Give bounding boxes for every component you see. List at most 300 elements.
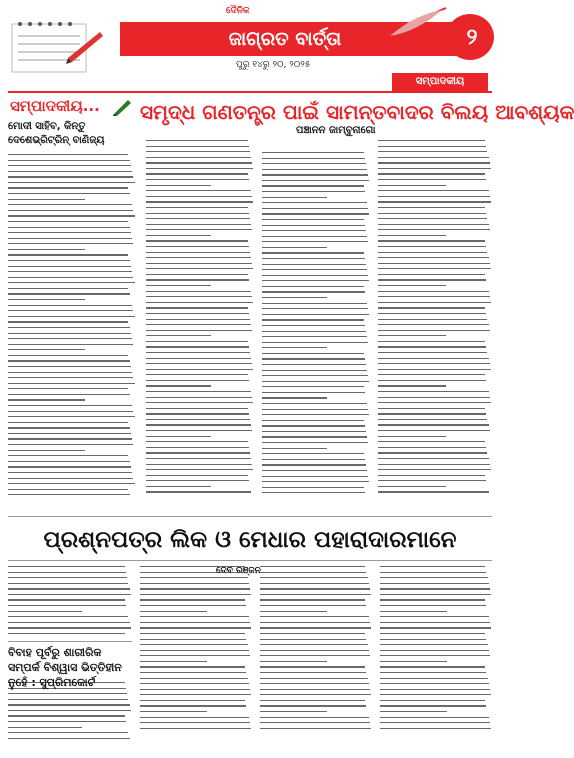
text-line xyxy=(262,163,366,164)
text-line xyxy=(8,165,131,166)
text-line xyxy=(140,728,251,729)
text-line xyxy=(140,616,249,617)
text-line xyxy=(262,174,368,175)
text-line xyxy=(260,611,327,612)
text-line xyxy=(262,342,368,343)
text-line xyxy=(140,678,248,679)
text-line xyxy=(260,655,370,656)
text-line xyxy=(262,481,369,482)
text-line xyxy=(146,296,252,297)
text-line xyxy=(380,678,488,679)
text-line xyxy=(146,146,249,147)
text-line xyxy=(146,279,249,280)
text-line xyxy=(380,728,491,729)
text-line xyxy=(378,291,489,292)
text-line xyxy=(380,605,486,606)
text-line xyxy=(262,180,369,181)
text-line xyxy=(262,264,366,265)
text-line xyxy=(8,438,132,439)
text-line xyxy=(8,483,135,484)
text-line xyxy=(140,633,245,634)
text-line xyxy=(262,487,364,488)
text-line xyxy=(262,431,366,432)
text-line xyxy=(378,330,490,331)
text-line xyxy=(262,386,364,387)
text-line xyxy=(262,420,364,421)
text-line xyxy=(262,375,368,376)
text-line xyxy=(378,464,490,465)
text-line xyxy=(8,611,82,612)
text-line xyxy=(260,717,369,718)
text-line xyxy=(380,683,489,684)
text-line xyxy=(8,187,128,188)
masthead xyxy=(0,0,500,96)
text-line xyxy=(262,152,364,153)
text-line xyxy=(146,480,249,481)
text-line xyxy=(8,232,131,233)
text-line xyxy=(260,627,371,628)
text-line xyxy=(8,588,130,589)
text-line xyxy=(378,391,489,392)
text-line xyxy=(8,566,125,567)
text-line xyxy=(378,358,489,359)
text-line xyxy=(378,441,485,442)
text-line xyxy=(146,469,253,470)
text-line xyxy=(380,599,485,600)
text-line xyxy=(380,705,486,706)
text-line xyxy=(378,285,446,286)
text-line xyxy=(146,313,249,314)
text-line xyxy=(146,252,250,253)
text-line xyxy=(262,314,369,315)
text-line xyxy=(262,241,368,242)
text-line xyxy=(262,303,367,304)
text-line xyxy=(378,240,485,241)
text-line xyxy=(8,433,131,434)
text-line xyxy=(8,254,128,255)
text-line xyxy=(8,699,128,700)
text-line xyxy=(378,452,487,453)
text-line xyxy=(262,219,364,220)
text-line xyxy=(378,475,485,476)
text-line xyxy=(8,710,131,711)
text-line xyxy=(378,380,486,381)
text-line xyxy=(262,291,365,292)
text-line xyxy=(140,722,250,723)
masthead-title: ଜାଗ୍ରତ ବାର୍ତ୍ତା xyxy=(228,28,342,50)
text-column xyxy=(146,140,254,512)
text-line xyxy=(8,360,130,361)
text-line xyxy=(146,363,252,364)
text-line xyxy=(262,258,365,259)
text-line xyxy=(378,341,485,342)
text-line xyxy=(8,472,132,473)
text-line xyxy=(146,402,253,403)
text-line xyxy=(146,397,252,398)
text-line xyxy=(8,199,85,200)
text-line xyxy=(8,394,130,395)
text-line xyxy=(140,588,250,589)
text-line xyxy=(380,650,489,651)
text-line xyxy=(378,274,485,275)
text-line xyxy=(140,605,246,606)
text-line xyxy=(260,639,366,640)
text-line xyxy=(260,583,369,584)
text-column xyxy=(140,566,252,746)
text-line xyxy=(140,705,246,706)
text-line xyxy=(8,478,133,479)
text-line xyxy=(8,416,135,417)
section-divider xyxy=(8,560,492,561)
text-line xyxy=(378,140,485,141)
text-line xyxy=(8,605,126,606)
text-line xyxy=(262,470,367,471)
text-line xyxy=(378,335,446,336)
text-line xyxy=(378,229,490,230)
text-line xyxy=(8,738,130,739)
text-line xyxy=(8,321,128,322)
text-line xyxy=(8,176,133,177)
text-line xyxy=(146,196,252,197)
text-line xyxy=(8,355,128,356)
text-line xyxy=(380,666,485,667)
text-line xyxy=(378,246,486,247)
text-line xyxy=(378,162,490,163)
text-line xyxy=(8,305,132,306)
text-line xyxy=(8,583,128,584)
article-divider xyxy=(8,641,132,642)
text-line xyxy=(146,491,251,492)
text-line xyxy=(378,385,446,386)
text-line xyxy=(146,464,252,465)
text-line xyxy=(146,246,249,247)
text-line xyxy=(146,419,250,420)
text-line xyxy=(378,235,446,236)
text-line xyxy=(146,302,253,303)
text-line xyxy=(262,464,366,465)
text-line xyxy=(380,577,488,578)
text-line xyxy=(146,358,251,359)
text-line xyxy=(262,453,364,454)
text-line xyxy=(8,411,133,412)
text-line xyxy=(140,672,246,673)
text-line xyxy=(140,717,249,718)
text-line xyxy=(262,358,365,359)
text-line xyxy=(262,448,327,449)
text-line xyxy=(260,566,365,567)
text-line xyxy=(146,257,251,258)
text-line xyxy=(8,427,130,428)
text-line xyxy=(8,266,131,267)
text-line xyxy=(378,363,490,364)
text-line xyxy=(8,377,133,378)
text-line xyxy=(262,185,364,186)
text-line xyxy=(262,347,327,348)
text-line xyxy=(260,650,369,651)
text-line xyxy=(380,594,491,595)
text-line xyxy=(8,310,133,311)
text-line xyxy=(378,313,486,314)
text-line xyxy=(260,605,366,606)
text-line xyxy=(8,243,133,244)
text-column xyxy=(8,682,132,746)
text-line xyxy=(146,352,250,353)
text-line xyxy=(378,319,487,320)
text-line xyxy=(140,666,245,667)
text-line xyxy=(260,622,370,623)
text-line xyxy=(146,319,250,320)
text-line xyxy=(8,316,135,317)
text-line xyxy=(378,201,491,202)
text-line xyxy=(260,599,365,600)
text-column xyxy=(260,566,372,746)
text-line xyxy=(378,374,485,375)
text-line xyxy=(262,202,367,203)
text-line xyxy=(378,252,487,253)
text-line xyxy=(146,235,211,236)
text-line xyxy=(140,655,250,656)
text-line xyxy=(262,425,365,426)
text-line xyxy=(8,633,125,634)
text-line xyxy=(378,402,491,403)
text-line xyxy=(378,369,491,370)
text-line xyxy=(260,572,366,573)
text-line xyxy=(378,207,485,208)
text-line xyxy=(262,436,367,437)
text-line xyxy=(260,678,368,679)
text-line xyxy=(140,700,245,701)
text-line xyxy=(146,151,250,152)
text-line xyxy=(146,436,211,437)
text-line xyxy=(140,594,251,595)
text-line xyxy=(380,689,490,690)
text-line xyxy=(380,655,490,656)
text-line xyxy=(8,594,131,595)
text-line xyxy=(8,282,135,283)
text-line xyxy=(378,185,446,186)
text-line xyxy=(378,218,487,219)
text-line xyxy=(380,611,447,612)
text-line xyxy=(380,633,485,634)
text-line xyxy=(262,225,365,226)
text-line xyxy=(140,599,245,600)
text-line xyxy=(262,208,368,209)
text-line xyxy=(146,341,248,342)
text-line xyxy=(262,409,368,410)
text-line xyxy=(8,693,127,694)
text-line xyxy=(378,408,485,409)
text-line xyxy=(380,722,490,723)
text-line xyxy=(8,171,132,172)
text-line xyxy=(380,583,489,584)
text-line xyxy=(8,466,131,467)
text-line xyxy=(262,252,364,253)
text-line xyxy=(380,622,490,623)
text-line xyxy=(8,349,85,350)
text-line xyxy=(146,391,251,392)
text-line xyxy=(380,644,488,645)
text-line xyxy=(146,335,211,336)
text-line xyxy=(380,672,486,673)
text-line xyxy=(378,480,486,481)
text-column xyxy=(380,566,492,746)
text-line xyxy=(380,572,486,573)
text-line xyxy=(380,616,489,617)
text-line xyxy=(146,424,251,425)
text-line xyxy=(378,213,486,214)
text-line xyxy=(380,661,447,662)
text-line xyxy=(8,344,133,345)
text-line xyxy=(8,260,130,261)
text-line xyxy=(8,221,128,222)
text-line xyxy=(262,158,365,159)
editorial-columns xyxy=(8,140,492,512)
text-line xyxy=(262,247,327,248)
text-line xyxy=(260,728,371,729)
text-line xyxy=(8,383,135,384)
text-line xyxy=(8,732,128,733)
text-line xyxy=(378,430,490,431)
text-line xyxy=(140,650,249,651)
text-line xyxy=(378,196,490,197)
masthead-rule xyxy=(8,91,492,93)
text-line xyxy=(8,704,130,705)
text-line xyxy=(140,572,246,573)
notebook-pen-icon xyxy=(8,14,104,76)
text-line xyxy=(8,455,128,456)
text-line xyxy=(262,336,367,337)
text-line xyxy=(146,218,250,219)
text-line xyxy=(8,572,126,573)
text-line xyxy=(8,422,128,423)
text-line xyxy=(378,179,486,180)
text-line xyxy=(262,197,327,198)
text-line xyxy=(260,661,327,662)
text-line xyxy=(146,330,252,331)
feather-icon xyxy=(370,4,450,44)
text-line xyxy=(8,333,131,334)
text-line xyxy=(8,727,82,728)
text-line xyxy=(8,627,131,628)
text-line xyxy=(146,380,249,381)
text-line xyxy=(146,162,252,163)
text-line xyxy=(262,476,368,477)
text-line xyxy=(8,227,130,228)
text-line xyxy=(380,639,486,640)
text-line xyxy=(146,224,251,225)
text-line xyxy=(140,661,207,662)
text-column xyxy=(378,140,492,512)
masthead-small-label: ଦୈନିକ xyxy=(226,6,250,16)
text-line xyxy=(140,566,245,567)
text-line xyxy=(146,285,211,286)
text-line xyxy=(8,399,85,400)
editorial-label: ସମ୍ପାଦକୀୟ... xyxy=(10,97,100,115)
text-line xyxy=(8,599,125,600)
text-line xyxy=(8,238,132,239)
text-line xyxy=(8,494,130,495)
text-line xyxy=(146,475,248,476)
text-line xyxy=(8,288,128,289)
editorial-headline: ସମୃଦ୍ଧ ଗଣତନ୍ତ୍ର ପାଇଁ ସାମନ୍ତବାଦର ବିଲୟ ଆବଶ୍ୟକ xyxy=(140,100,574,124)
issue-date: ପୁରୁ ୧୪ରୁ ୨୦, ୨୦୨୫ xyxy=(236,60,311,70)
text-line xyxy=(8,299,85,300)
text-line xyxy=(380,588,490,589)
text-line xyxy=(262,353,364,354)
text-line xyxy=(146,430,252,431)
text-line xyxy=(8,616,128,617)
text-line xyxy=(146,201,253,202)
text-line xyxy=(260,694,371,695)
text-column xyxy=(8,154,136,526)
text-line xyxy=(146,185,211,186)
text-line xyxy=(260,722,370,723)
text-column xyxy=(262,152,370,524)
text-line xyxy=(378,146,486,147)
text-line xyxy=(262,364,366,365)
text-line xyxy=(378,151,487,152)
text-line xyxy=(146,385,211,386)
text-line xyxy=(146,346,249,347)
text-line xyxy=(380,694,491,695)
text-line xyxy=(140,694,251,695)
text-line xyxy=(262,319,364,320)
text-line xyxy=(140,627,251,628)
text-line xyxy=(146,486,211,487)
text-line xyxy=(146,447,249,448)
text-line xyxy=(8,388,128,389)
text-line xyxy=(140,577,248,578)
text-line xyxy=(140,689,250,690)
text-line xyxy=(146,369,253,370)
lower-left-headline: ବିବାହ ପୂର୍ବରୁ ଶାରୀରିକ ସମ୍ପର୍କ ବିଶ୍ୱାସ ଭିତ୍ତିହୀନ ନୁହେଁ : ସୁପ୍ରିମକୋର୍ଟ xyxy=(8,646,122,689)
text-line xyxy=(140,644,248,645)
text-line xyxy=(260,666,365,667)
text-line xyxy=(8,721,126,722)
text-line xyxy=(378,257,489,258)
text-line xyxy=(378,469,491,470)
pen-icon xyxy=(112,96,134,116)
text-line xyxy=(260,588,370,589)
text-line xyxy=(146,413,249,414)
text-line xyxy=(262,397,327,398)
text-line xyxy=(8,271,132,272)
text-line xyxy=(378,346,486,347)
text-line xyxy=(262,414,369,415)
text-line xyxy=(262,230,366,231)
feature-byline: ରଞ୍ଜନ xyxy=(235,566,261,576)
text-line xyxy=(262,286,364,287)
text-line xyxy=(8,249,85,250)
text-line xyxy=(262,297,327,298)
text-line xyxy=(8,182,135,183)
text-line xyxy=(8,215,135,216)
text-line xyxy=(262,403,367,404)
text-line xyxy=(262,169,367,170)
text-line xyxy=(262,280,369,281)
text-line xyxy=(260,672,366,673)
text-line xyxy=(8,489,128,490)
text-line xyxy=(8,204,132,205)
text-line xyxy=(260,616,369,617)
text-line xyxy=(8,193,130,194)
editorial-subhead: ମୋଦୀ ସାହିବ, କିନ୍ତୁ ଦେଶେଭ୍ରିଟ୍ରିନ୍ ବାଣିଜ୍ୟ xyxy=(8,121,105,146)
text-line xyxy=(146,268,253,269)
text-line xyxy=(8,405,132,406)
text-line xyxy=(8,154,128,155)
text-line xyxy=(378,157,489,158)
text-line xyxy=(262,275,368,276)
